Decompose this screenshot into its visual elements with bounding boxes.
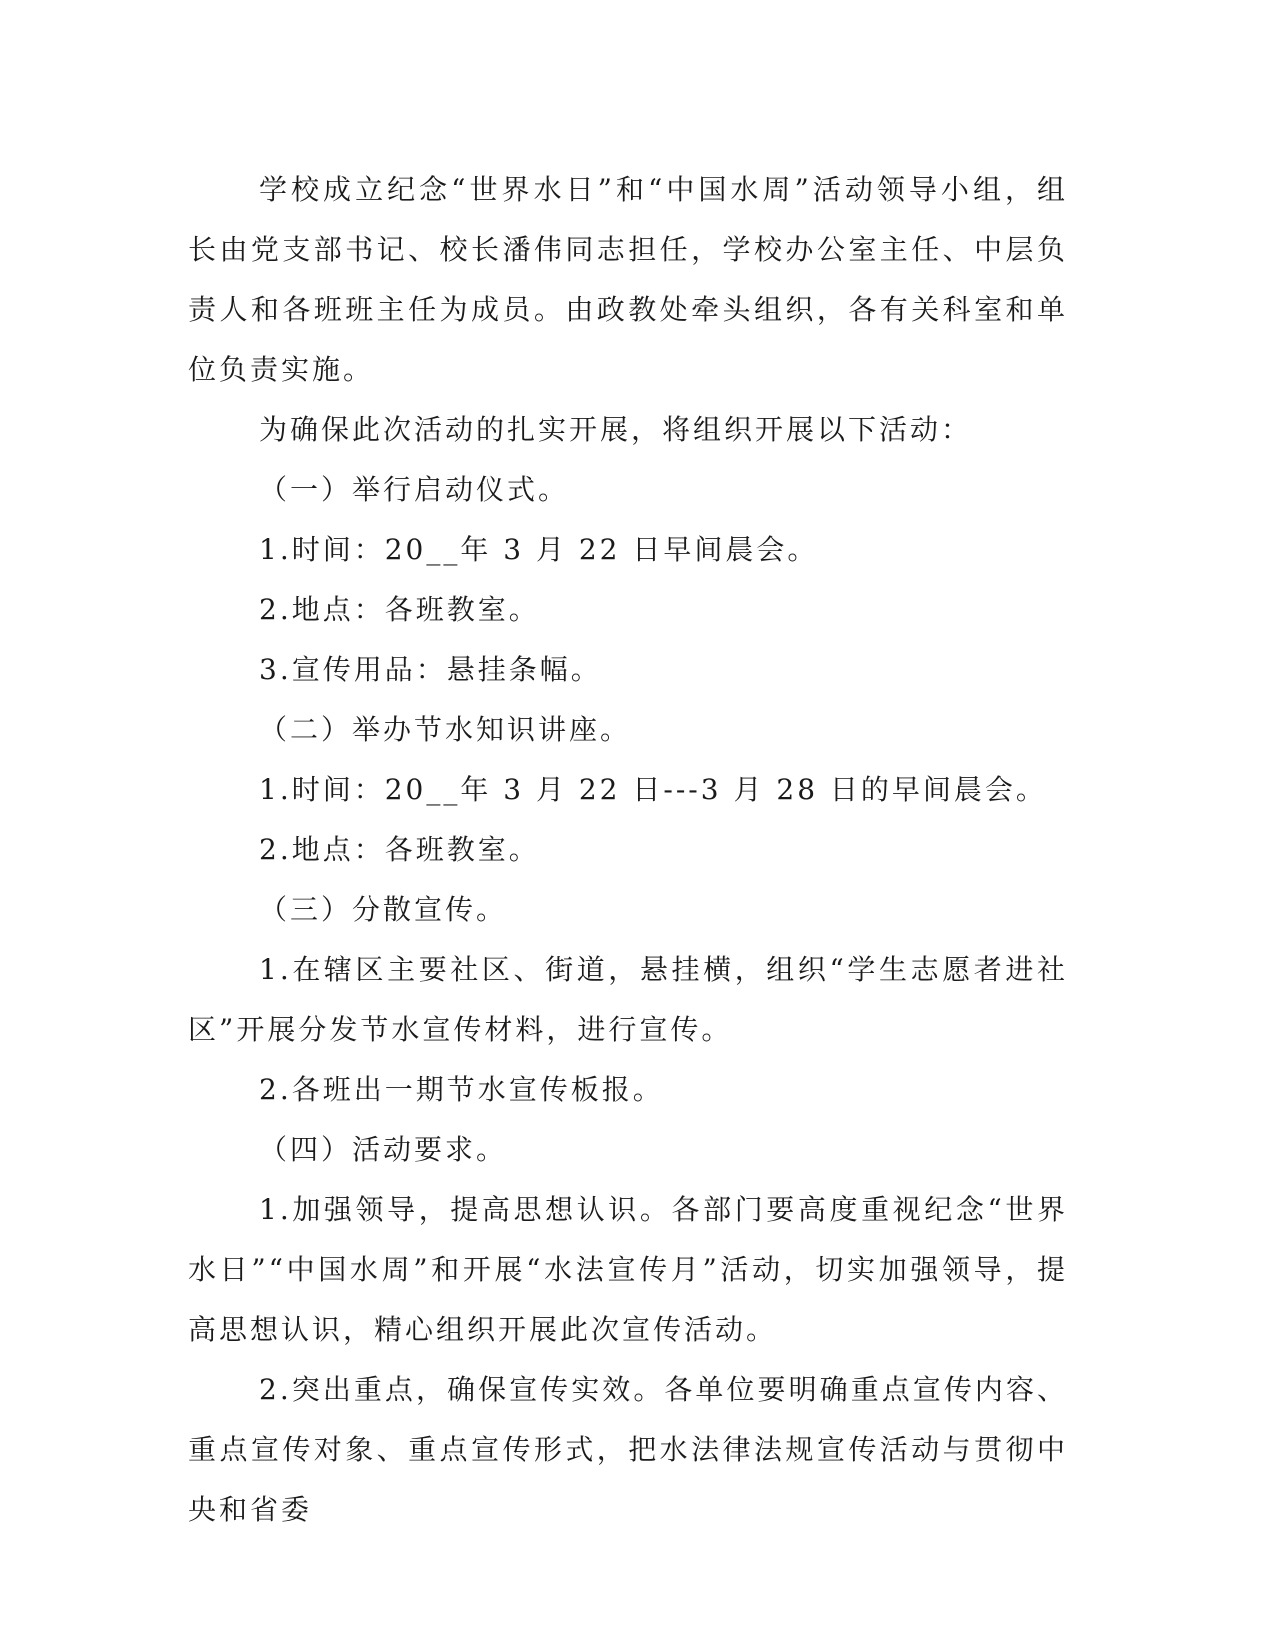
list-item-blackboard: 2.各班出一期节水宣传板报。 [259, 1073, 664, 1106]
paragraph-intro-activities: 为确保此次活动的扎实开展，将组织开展以下活动： [259, 413, 973, 446]
section-heading-lecture: （二）举办节水知识讲座。 [259, 713, 632, 746]
section-heading-requirements: （四）活动要求。 [259, 1133, 508, 1166]
paragraph-leadership-group: 学校成立纪念“世界水日”和“中国水周”活动领导小组，组长由党支部书记、校长潘伟同志担任，学校办公室主任、中层负责人和各班班主任为成员。由政教处牵头组织，各有关科室和单位负责实施。 [188, 173, 1068, 386]
list-item-launch-time: 1.时间：20__年 3 月 22 日早间晨会。 [259, 533, 819, 566]
list-item-lecture-place: 2.地点：各班教室。 [259, 833, 540, 866]
list-item-community-outreach: 1.在辖区主要社区、街道，悬挂横，组织“学生志愿者进社区”开展分发节水宣传材料，进行宣传。 [188, 953, 1068, 1046]
list-item-lecture-time: 1.时间：20__年 3 月 22 日---3 月 28 日的早间晨会。 [259, 773, 1047, 806]
document-body [188, 160, 1068, 1540]
section-heading-launch: （一）举行启动仪式。 [259, 473, 570, 506]
section-heading-dispersed: （三）分散宣传。 [259, 893, 508, 926]
list-item-launch-place: 2.地点：各班教室。 [259, 593, 540, 626]
list-item-strengthen-leadership: 1.加强领导，提高思想认识。各部门要高度重视纪念“世界水日”“中国水周”和开展“水法宣传月”活动，切实加强领导，提高思想认识，精心组织开展此次宣传活动。 [188, 1193, 1068, 1346]
list-item-highlight-focus: 2.突出重点，确保宣传实效。各单位要明确重点宣传内容、重点宣传对象、重点宣传形式，把水法律法规宣传活动与贯彻中央和省委 [188, 1373, 1068, 1526]
list-item-launch-materials: 3.宣传用品：悬挂条幅。 [259, 653, 602, 686]
